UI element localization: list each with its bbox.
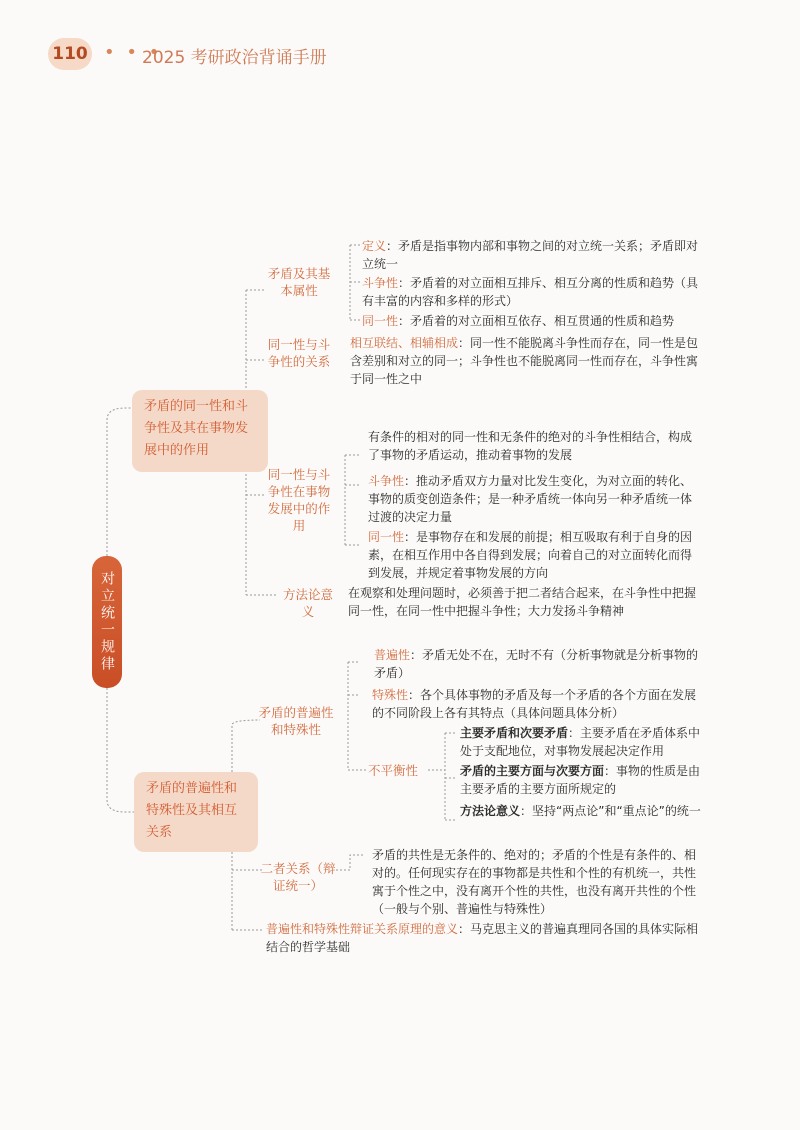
- imbalance-method-body: ：坚持“两点论”和“重点论”的统一: [520, 804, 701, 818]
- attributes-label: 矛盾及其基本属性: [267, 266, 331, 298]
- role-struggle-key: 斗争性: [368, 474, 405, 488]
- identity-body: ：矛盾着的对立面相互依存、相互贯通的性质和趋势: [398, 314, 675, 328]
- universality-body: ：矛盾无处不在，无时不有（分析事物就是分析事物的矛盾）: [374, 648, 699, 680]
- relation-label: 同一性与斗争性的关系: [267, 337, 331, 369]
- main-aspect-text: [460, 762, 706, 798]
- struggle-text: [362, 274, 702, 310]
- relation-body: ：同一性不能脱离斗争性而存在，同一性是包含差别和对立的同一；斗争性也不能脱离同一性而存在，斗争性寓于同一性之中: [350, 336, 699, 386]
- method-text: 在观察和处理问题时，必须善于把二者结合起来，在斗争性中把握同一性，在同一性中把握斗争性；大力发扬斗争精神: [348, 586, 697, 618]
- topic2-node: 矛盾的普遍性和特殊性及其相互关系: [134, 772, 258, 852]
- role-identity-text: [368, 528, 698, 582]
- definition-body: ：矛盾是指事物内部和事物之间的对立统一关系；矛盾即对立统一: [362, 239, 699, 271]
- role-struggle-text: [368, 472, 698, 526]
- role-identity-key: 同一性: [368, 530, 405, 544]
- page-number: 110: [48, 38, 92, 70]
- root-node: 对立统一规律: [92, 556, 122, 688]
- significance-text: [266, 920, 706, 956]
- role-struggle-body: ：推动矛盾双方力量对比发生变化，为对立面的转化、事物的质变创造条件；是一种矛盾统一体向另一种矛盾统一体过渡的决定力量: [368, 474, 693, 524]
- definition-key: 定义: [362, 239, 387, 253]
- main-aspect-body: ：事物的性质是由主要矛盾的主要方面所规定的: [460, 764, 701, 796]
- header-dots: • • •: [104, 42, 163, 63]
- struggle-body: ：矛盾着的对立面相互排斥、相互分离的性质和趋势（具有丰富的内容和多样的形式）: [362, 276, 699, 308]
- universality-text: [374, 646, 706, 682]
- topic1-node: 矛盾的同一性和斗争性及其在事物发展中的作用: [132, 390, 268, 472]
- relation-key: 相互联结、相辅相成: [350, 336, 459, 350]
- particularity-body: ：各个具体事物的矛盾及每一个矛盾的各个方面在发展的不同阶段上各有其特点（具体问题具体分析）: [372, 688, 697, 720]
- role-intro: 有条件的相对的同一性和无条件的绝对的斗争性相结合，构成了事物的矛盾运动，推动着事物的发展: [368, 430, 693, 462]
- method-label: 方法论意义: [282, 587, 333, 619]
- identity-text: [362, 312, 702, 330]
- definition-text: [362, 237, 702, 273]
- main-contradiction-text: [460, 724, 706, 760]
- main-aspect-key: 矛盾的主要方面与次要方面: [460, 764, 605, 778]
- book-title: 2025 考研政治背诵手册: [142, 48, 327, 68]
- identity-key: 同一性: [362, 314, 399, 328]
- role-label: 同一性与斗争性在事物发展中的作用: [267, 467, 331, 533]
- struggle-key: 斗争性: [362, 276, 399, 290]
- imbalance-method-key: 方法论意义: [460, 804, 521, 818]
- dialectic-label: 二者关系（辩证统一）: [260, 861, 336, 893]
- dialectic-text: 矛盾的共性是无条件的、绝对的；矛盾的个性是有条件的、相对的。任何现实存在的事物都是共性和个性的有机统一，共性寓于个性之中，没有离开个性的共性，也没有离开共性的个性（一般与个别、普遍性与特殊性）: [372, 848, 697, 916]
- particularity-key: 特殊性: [372, 688, 409, 702]
- significance-key: 普遍性和特殊性辩证关系原理的意义: [266, 922, 459, 936]
- role-identity-body: ：是事物存在和发展的前提；相互吸取有利于自身的因素，在相互作用中各自得到发展；向着自己的对立面转化而得到发展，并规定着事物发展的方向: [368, 530, 693, 580]
- imbalance-label: 不平衡性: [368, 763, 419, 778]
- main-contradiction-body: ：主要矛盾在矛盾体系中处于支配地位，对事物发展起决定作用: [460, 726, 701, 758]
- ps-label: 矛盾的普遍性和特殊性: [258, 705, 334, 737]
- imbalance-method-text: [460, 802, 706, 820]
- universality-key: 普遍性: [374, 648, 411, 662]
- significance-body: ：马克思主义的普遍真理同各国的具体实际相结合的哲学基础: [266, 922, 699, 954]
- main-contradiction-key: 主要矛盾和次要矛盾: [460, 726, 569, 740]
- particularity-text: [372, 686, 706, 722]
- relation-text: [350, 334, 702, 388]
